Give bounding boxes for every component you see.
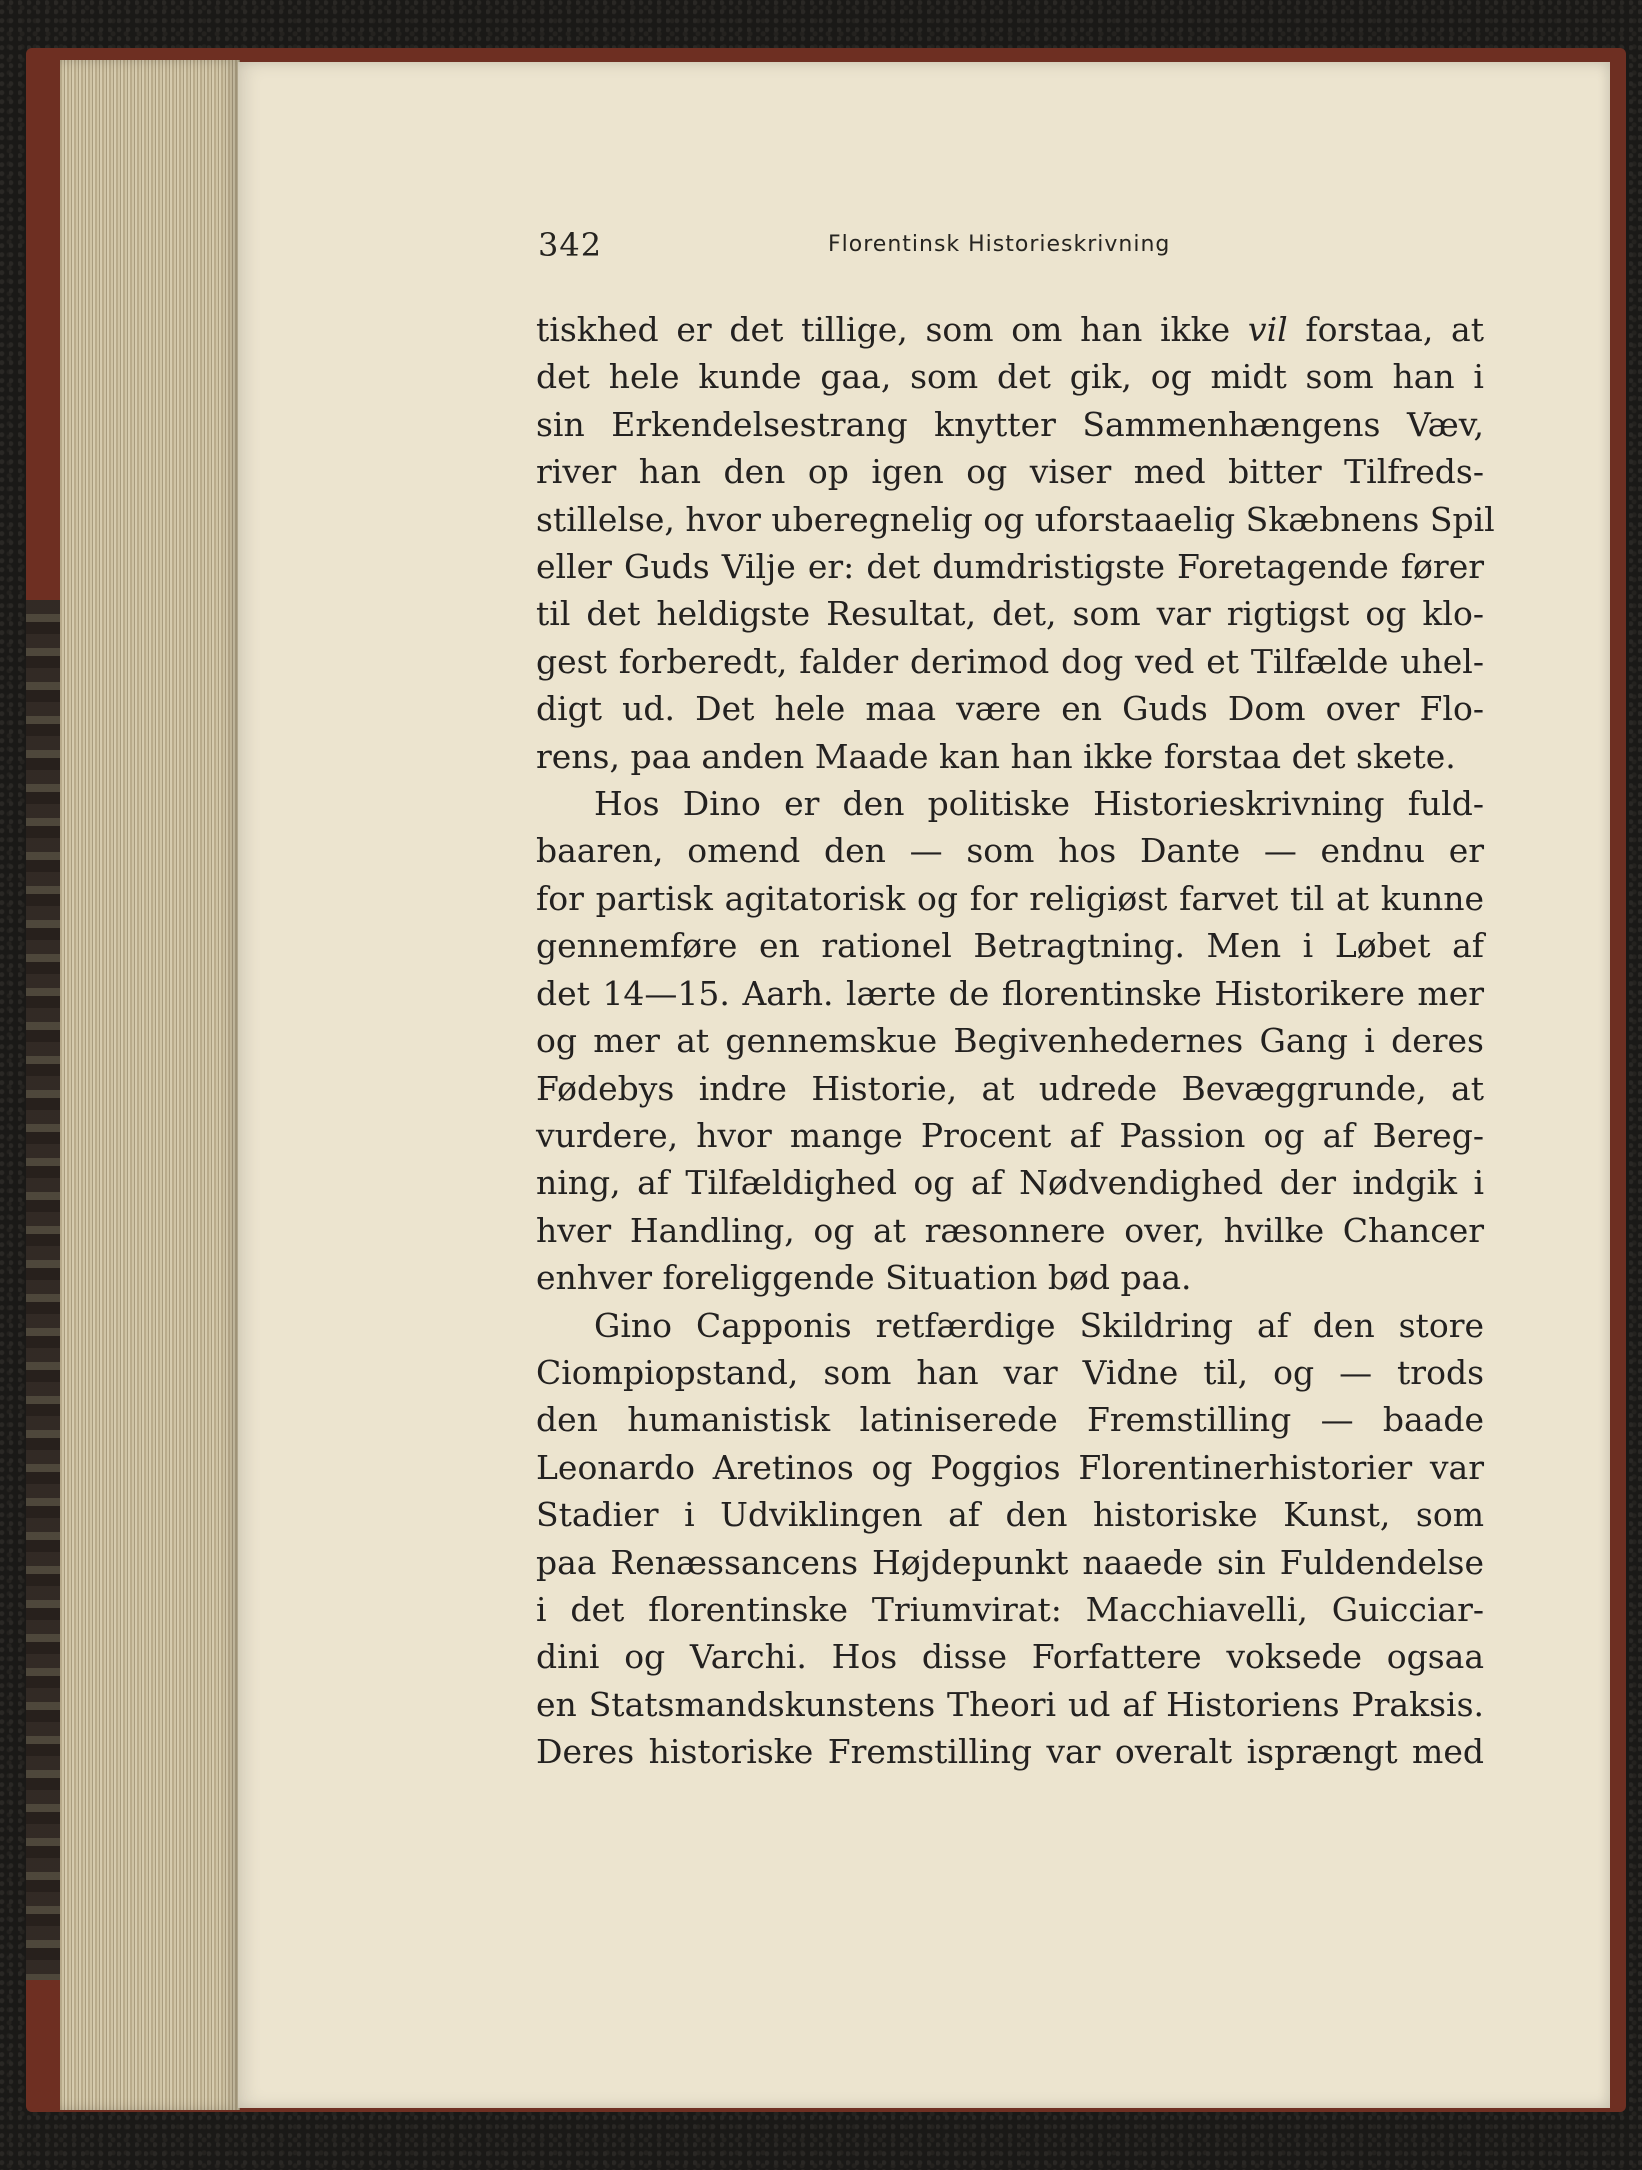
text-line — [536, 1302, 1484, 1349]
text-segment: Ciompiopstand, som han var Vidne til, og — trods — [536, 1352, 1484, 1392]
text-line — [536, 685, 1484, 732]
text-line — [536, 1112, 1484, 1159]
text-line — [536, 1396, 1484, 1443]
text-segment: sin Erkendelsestrang knytter Sammenhængens Væv, — [536, 404, 1484, 444]
text-line — [536, 1349, 1484, 1396]
text-segment: Gino Capponis retfærdige Skildring af den store — [594, 1305, 1484, 1345]
text-segment: enhver foreliggende Situation bød paa. — [536, 1258, 1192, 1298]
text-line — [536, 401, 1484, 448]
text-segment: vurdere, hvor mange Procent af Passion og af Bereg- — [536, 1115, 1484, 1155]
text-segment: Deres historiske Fremstilling var overalt isprængt med — [536, 1732, 1484, 1772]
text-line — [536, 496, 1495, 543]
text-line — [536, 1065, 1484, 1112]
text-line — [536, 1444, 1484, 1491]
body-text — [536, 306, 1495, 1776]
text-segment: Fødebys indre Historie, at udrede Bevæggrunde, at — [536, 1068, 1484, 1108]
text-segment: forstaa, at — [1287, 310, 1484, 349]
text-segment: hver Handling, og at ræsonnere over, hvilke Chancer — [536, 1210, 1484, 1250]
page-number: 342 — [538, 226, 603, 264]
text-line — [536, 353, 1484, 400]
text-segment: det hele kunde gaa, som det gik, og midt som han i — [536, 357, 1484, 397]
text-line — [536, 1681, 1484, 1728]
text-segment: dini og Varchi. Hos disse Forfattere voksede ogsaa — [536, 1637, 1484, 1677]
text-segment: en Statsmandskunstens Theori ud af Historiens Praksis. — [536, 1684, 1484, 1724]
text-segment: den humanistisk latiniserede Fremstilling — baade — [536, 1400, 1484, 1440]
text-segment: Leonardo Aretinos og Poggios Florentinerhistorier var — [536, 1447, 1484, 1487]
text-line — [536, 306, 1484, 353]
emphasized-word: vil — [1247, 310, 1288, 349]
text-segment: og mer at gennemskue Begivenhedernes Gang i deres — [536, 1021, 1484, 1061]
text-segment: stillelse, hvor uberegnelig og uforstaaelig Skæbnens Spil — [536, 499, 1495, 539]
text-segment: tiskhed er det tillige, som om han ikke — [536, 310, 1248, 349]
text-line — [536, 827, 1484, 874]
text-line — [536, 1254, 1484, 1301]
text-segment: baaren, omend den — som hos Dante — endnu er — [536, 831, 1484, 871]
text-segment: gest forberedt, falder derimod dog ved et Tilfælde uhel- — [536, 641, 1484, 681]
text-line — [536, 1633, 1484, 1680]
text-segment: i det florentinske Triumvirat: Macchiavelli, Guicciar- — [536, 1589, 1484, 1629]
text-segment: eller Guds Vilje er: det dumdristigste Foretagende fører — [536, 547, 1484, 587]
text-line — [536, 970, 1484, 1017]
text-line — [536, 448, 1484, 495]
text-line — [536, 1728, 1484, 1775]
text-line — [536, 590, 1484, 637]
text-line — [536, 1586, 1484, 1633]
page-edges — [60, 60, 240, 2110]
text-segment: for partisk agitatorisk og for religiøst farvet til at kunne — [536, 878, 1484, 918]
running-head — [538, 226, 1198, 270]
text-line — [536, 780, 1484, 827]
text-line — [536, 922, 1484, 969]
text-segment: ning, af Tilfældighed og af Nødvendighed der indgik i — [536, 1163, 1484, 1203]
text-line — [536, 1207, 1484, 1254]
text-line — [536, 733, 1484, 780]
text-segment: rens, paa anden Maade kan han ikke forstaa det skete. — [536, 736, 1456, 776]
text-segment: Stadier i Udviklingen af den historiske Kunst, som — [536, 1495, 1484, 1535]
text-segment: paa Renæssancens Højdepunkt naaede sin Fuldendelse — [536, 1542, 1484, 1582]
text-segment: gennemføre en rationel Betragtning. Men i Løbet af — [536, 926, 1484, 966]
text-segment: river han den op igen og viser med bitter Tilfreds- — [536, 452, 1484, 492]
text-line — [536, 638, 1484, 685]
text-segment: digt ud. Det hele maa være en Guds Dom over Flo- — [536, 689, 1484, 729]
running-title: Florentinsk Historieskrivning — [828, 232, 1171, 257]
text-segment: Hos Dino er den politiske Historieskrivning fuld- — [594, 784, 1484, 824]
text-line — [536, 1491, 1484, 1538]
text-line — [536, 1539, 1484, 1586]
text-segment: det 14—15. Aarh. lærte de florentinske Historikere mer — [536, 973, 1484, 1013]
text-line — [536, 1159, 1484, 1206]
text-line — [536, 1017, 1484, 1064]
text-line — [536, 543, 1484, 590]
text-line — [536, 875, 1484, 922]
text-segment: til det heldigste Resultat, det, som var rigtigst og klo- — [536, 594, 1484, 634]
